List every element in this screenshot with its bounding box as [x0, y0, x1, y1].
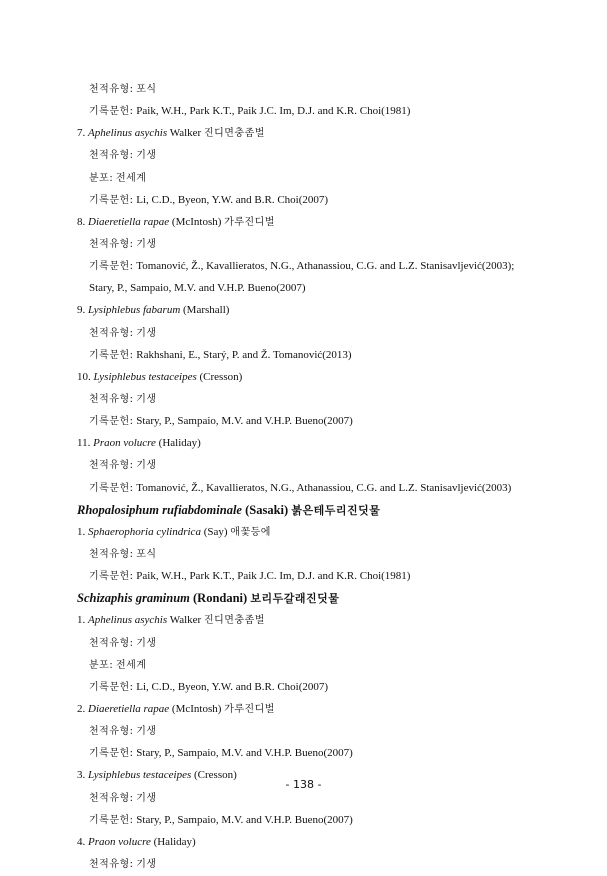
species-author: Walker	[169, 127, 202, 140]
field-label: 기록문헌:	[89, 194, 134, 206]
field-label: 천적유형:	[89, 393, 134, 405]
species-author: (Say)	[203, 525, 228, 538]
species-entry	[0, 831, 607, 853]
host-aphid-heading	[0, 499, 607, 521]
field-line	[0, 720, 607, 742]
field-line	[0, 322, 607, 344]
field-value: Stary, P., Sampaio, M.V. and V.H.P. Bueno(2007)	[136, 415, 353, 428]
species-name: Diaeretiella rapae	[88, 702, 170, 715]
host-aphid-heading	[0, 587, 607, 609]
field-label: 천적유형:	[89, 637, 134, 649]
species-author: (Marshall)	[183, 304, 230, 317]
field-value: 전세계	[115, 659, 147, 671]
field-label: 천적유형:	[89, 726, 134, 738]
field-line	[0, 167, 607, 189]
field-line	[0, 654, 607, 676]
heading-korean-name: 보리두갈래진딧물	[250, 592, 340, 606]
korean-name: 가루진디벌	[224, 703, 275, 715]
entry-number: 11.	[77, 437, 91, 450]
field-label: 천적유형:	[89, 84, 134, 95]
species-author: (Cresson)	[199, 370, 243, 383]
field-label: 천적유형:	[89, 548, 134, 560]
field-line	[0, 477, 607, 499]
field-value: 기생	[136, 792, 157, 804]
document-body	[0, 78, 607, 875]
field-line	[0, 676, 607, 698]
korean-name: 가루진디벌	[224, 216, 275, 228]
entry-number: 10.	[77, 370, 91, 383]
field-label: 기록문헌:	[89, 261, 134, 273]
korean-name: 진디면충좀벌	[203, 128, 265, 140]
reference-continuation	[0, 277, 607, 299]
field-line	[0, 543, 607, 565]
field-value: Paik, W.H., Park K.T., Paik J.C. Im, D.J. and K.R. Choi(1981)	[136, 105, 411, 118]
field-label: 기록문헌:	[89, 681, 134, 693]
field-value: 기생	[136, 150, 157, 162]
entry-number: 8.	[77, 215, 86, 228]
field-line	[0, 853, 607, 875]
species-entry	[0, 299, 607, 321]
field-value: Stary, P., Sampaio, M.V. and V.H.P. Bueno(2007)	[89, 282, 306, 295]
field-line	[0, 255, 607, 277]
species-entry	[0, 432, 607, 454]
field-label: 기록문헌:	[89, 814, 134, 826]
heading-species: Schizaphis graminum	[77, 591, 190, 606]
species-author: Walker	[169, 614, 202, 627]
species-name: Lysiphlebus fabarum	[88, 304, 181, 317]
heading-author: (Sasaki)	[245, 502, 289, 517]
field-line	[0, 454, 607, 476]
field-label: 천적유형:	[89, 858, 134, 870]
field-value: Tomanović, Ž., Kavallieratos, N.G., Athanassiou, C.G. and L.Z. Stanisavljević(2003)	[136, 481, 512, 494]
entry-number: 1.	[77, 525, 86, 538]
field-label: 기록문헌:	[89, 349, 134, 361]
species-name: Lysiphlebus testaceipes	[88, 769, 192, 782]
field-value: Rakhshani, E., Starý, P. and Ž. Tomanović(2013)	[136, 348, 352, 361]
species-name: Aphelinus asychis	[88, 127, 168, 140]
field-line	[0, 344, 607, 366]
species-entry	[0, 366, 607, 388]
korean-name: 애꽃등에	[230, 526, 271, 538]
field-line	[0, 565, 607, 587]
field-value: 전세계	[115, 172, 147, 184]
species-entry	[0, 698, 607, 720]
page-number: - 138 -	[285, 778, 322, 791]
entry-number: 3.	[77, 769, 86, 782]
field-line	[0, 189, 607, 211]
species-author: (Haliday)	[158, 437, 201, 450]
field-value: 포식	[136, 84, 157, 95]
species-name: Sphaerophoria cylindrica	[88, 525, 201, 538]
field-label: 천적유형:	[89, 460, 134, 472]
field-label: 천적유형:	[89, 238, 134, 250]
entry-number: 2.	[77, 702, 86, 715]
species-entry	[0, 609, 607, 631]
field-line	[0, 742, 607, 764]
field-line	[0, 78, 607, 100]
field-value: 포식	[136, 548, 157, 560]
field-value: Li, C.D., Byeon, Y.W. and B.R. Choi(2007)	[136, 680, 329, 693]
field-value: 기생	[136, 460, 157, 472]
field-value: Paik, W.H., Park K.T., Paik J.C. Im, D.J. and K.R. Choi(1981)	[136, 570, 411, 583]
field-line	[0, 632, 607, 654]
field-label: 분포:	[89, 659, 114, 671]
heading-species: Rhopalosiphum rufiabdominale	[77, 502, 242, 517]
field-value: 기생	[136, 637, 157, 649]
species-entry	[0, 521, 607, 543]
field-value: 기생	[136, 327, 157, 339]
heading-author: (Rondani)	[193, 591, 248, 606]
field-value: 기생	[136, 726, 157, 738]
field-label: 기록문헌:	[89, 106, 134, 118]
korean-name: 진디면충좀벌	[203, 615, 265, 627]
field-line	[0, 410, 607, 432]
heading-korean-name: 붉은테두리진딧물	[291, 503, 381, 517]
field-value: Stary, P., Sampaio, M.V. and V.H.P. Bueno(2007)	[136, 747, 353, 760]
field-label: 기록문헌:	[89, 482, 134, 494]
entry-number: 4.	[77, 835, 86, 848]
entry-number: 1.	[77, 614, 86, 627]
species-author: (Haliday)	[153, 835, 196, 848]
field-label: 기록문헌:	[89, 416, 134, 428]
species-author: (McIntosh)	[171, 215, 222, 228]
field-value: 기생	[136, 393, 157, 405]
species-author: (McIntosh)	[171, 702, 222, 715]
field-value: 기생	[136, 238, 157, 250]
species-name: Praon volucre	[93, 437, 156, 450]
field-value: 기생	[136, 858, 157, 870]
species-entry	[0, 122, 607, 144]
entry-number: 7.	[77, 127, 86, 140]
species-name: Lysiphlebus testaceipes	[93, 370, 197, 383]
field-value: Stary, P., Sampaio, M.V. and V.H.P. Bueno(2007)	[136, 813, 353, 826]
species-name: Praon volucre	[88, 835, 151, 848]
field-value: Tomanović, Ž., Kavallieratos, N.G., Athanassiou, C.G. and L.Z. Stanisavljević(2003);	[136, 260, 515, 273]
field-label: 분포:	[89, 172, 114, 184]
field-line	[0, 233, 607, 255]
field-line	[0, 388, 607, 410]
field-label: 천적유형:	[89, 150, 134, 162]
field-label: 기록문헌:	[89, 748, 134, 760]
field-label: 기록문헌:	[89, 571, 134, 583]
species-name: Aphelinus asychis	[88, 614, 168, 627]
entry-number: 9.	[77, 304, 86, 317]
field-value: Li, C.D., Byeon, Y.W. and B.R. Choi(2007)	[136, 193, 329, 206]
field-label: 천적유형:	[89, 792, 134, 804]
field-label: 천적유형:	[89, 327, 134, 339]
species-entry	[0, 211, 607, 233]
species-author: (Cresson)	[194, 769, 237, 782]
field-line	[0, 144, 607, 166]
field-line	[0, 100, 607, 122]
field-line	[0, 809, 607, 831]
species-name: Diaeretiella rapae	[88, 215, 170, 228]
